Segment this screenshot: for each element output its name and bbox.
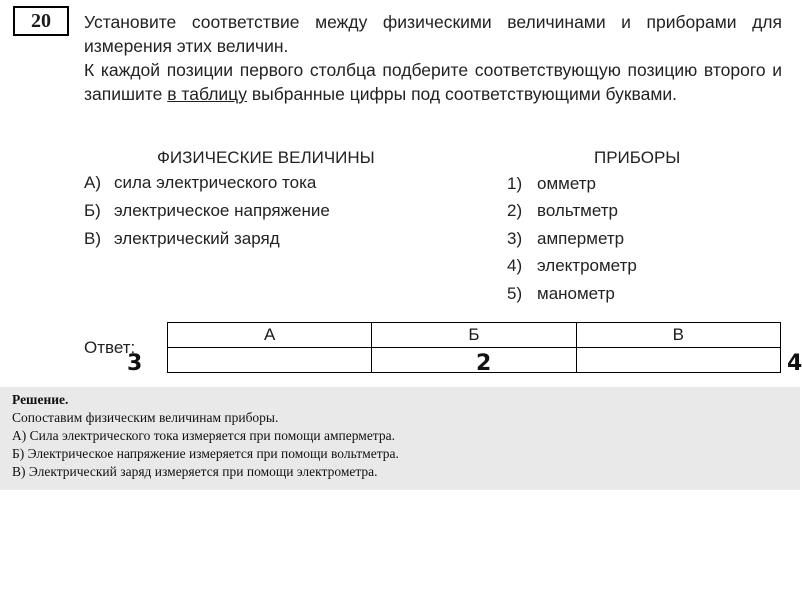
answer-header-b: Б (372, 323, 576, 348)
device-text: омметр (537, 174, 596, 193)
quantity-text: электрический заряд (114, 229, 280, 248)
instruction-2-before: К каждой позиции первого столбца подберите соответствующую позицию второго и запишите (84, 60, 782, 104)
device-text: вольтметр (537, 201, 618, 220)
answer-cell-b[interactable] (372, 348, 576, 373)
answer-label: Ответ: (84, 338, 136, 357)
device-key: 4) (507, 256, 523, 275)
instruction-2-after: выбранные цифры под соответствующими буквами. (246, 84, 678, 104)
quantity-item (84, 229, 280, 249)
answer-value-v: 4 (787, 351, 802, 376)
solution-title: Решение. (12, 392, 69, 407)
answer-value-a: 3 (127, 351, 143, 376)
device-item (507, 201, 618, 221)
answer-value-b: 2 (476, 351, 492, 376)
quantity-key: Б) (84, 201, 101, 220)
answer-value-v-clip (787, 351, 800, 376)
answer-table (167, 322, 781, 373)
solution-line: А) Сила электрического тока измеряется при помощи амперметра. (12, 428, 395, 443)
instruction-2-link: в таблицу (167, 84, 247, 104)
task-text (84, 10, 782, 106)
quantity-text: электрическое напряжение (114, 201, 330, 220)
device-text: амперметр (537, 229, 625, 248)
answer-cell-v[interactable] (576, 348, 780, 373)
instruction-1: Установите соответствие между физическими величинами и приборами для измерения этих величин. (84, 12, 782, 56)
answer-header-v: В (576, 323, 780, 348)
instruction-2 (84, 58, 782, 106)
answer-header-a: А (168, 323, 372, 348)
answer-cell-a[interactable] (168, 348, 372, 373)
right-column-heading: ПРИБОРЫ (594, 148, 681, 167)
solution-text (12, 391, 399, 481)
left-column-heading: ФИЗИЧЕСКИЕ ВЕЛИЧИНЫ (157, 148, 375, 167)
device-item (507, 229, 624, 249)
device-key: 1) (507, 174, 523, 193)
solution-line: Б) Электрическое напряжение измеряется при помощи вольтметра. (12, 446, 399, 461)
device-item (507, 256, 637, 276)
device-key: 3) (507, 229, 523, 248)
device-item (507, 284, 615, 304)
task-number: 20 (13, 6, 69, 36)
solution-line: Сопоставим физическим величинам приборы. (12, 410, 279, 425)
device-key: 2) (507, 201, 523, 220)
quantity-item (84, 173, 316, 193)
device-item (507, 174, 596, 194)
device-text: электрометр (537, 256, 637, 275)
quantity-text: сила электрического тока (114, 173, 317, 192)
solution-line: В) Электрический заряд измеряется при помощи электрометра. (12, 464, 378, 479)
quantity-key: В) (84, 229, 101, 248)
device-key: 5) (507, 284, 523, 303)
answer-value-row (168, 348, 781, 373)
quantity-key: А) (84, 173, 101, 192)
device-text: манометр (537, 284, 615, 303)
answer-header-row (168, 323, 781, 348)
quantity-item (84, 201, 330, 221)
